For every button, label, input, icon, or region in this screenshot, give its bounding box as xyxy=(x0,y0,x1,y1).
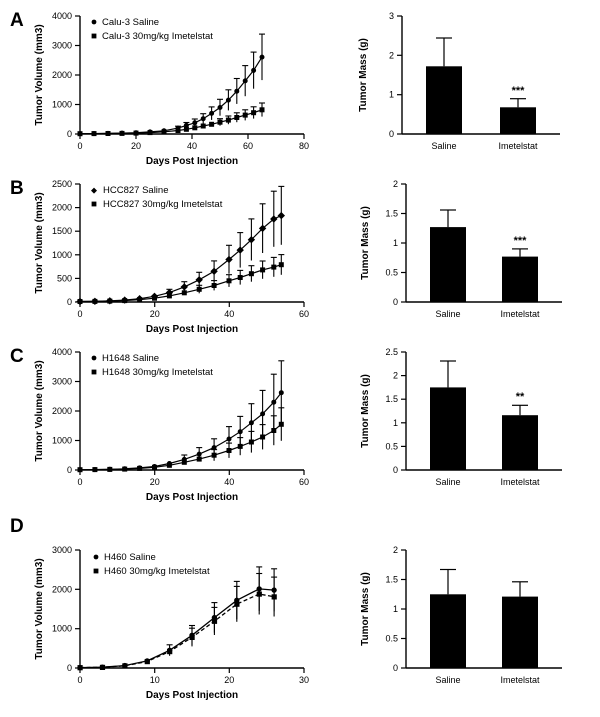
ytick-dmass-2: 1 xyxy=(392,604,398,614)
sig-c: ** xyxy=(515,391,525,403)
legend-b xyxy=(91,185,223,210)
ytick-bmass-4: 2 xyxy=(392,179,398,189)
ytick-d-1: 1000 xyxy=(51,623,72,634)
series-d-imetelstat xyxy=(78,574,277,670)
xcat-a-1: Imetelstat xyxy=(498,141,538,151)
ytick-c-3: 3000 xyxy=(51,376,72,387)
sig-b: *** xyxy=(513,235,527,247)
ylabel-d-mass: Tumor Mass (g) xyxy=(360,572,371,646)
ytick-b-0: 0 xyxy=(66,297,72,307)
ylabel-a: Tumor Volume (mm3) xyxy=(34,24,45,126)
ytick-bmass-3: 1.5 xyxy=(385,208,398,219)
ylabel-b: Tumor Volume (mm3) xyxy=(34,192,45,294)
ytick-dmass-3: 1.5 xyxy=(385,574,398,585)
panel-d-growth-chart xyxy=(24,538,324,708)
bar-a-imetelstat xyxy=(500,107,536,134)
ytick-cmass-1: 0.5 xyxy=(385,441,398,452)
legend-c-item-0: H1648 Saline xyxy=(102,353,160,364)
ytick-d-0: 0 xyxy=(66,663,72,673)
xcat-b-1: Imetelstat xyxy=(500,309,540,319)
ytick-bmass-0: 0 xyxy=(392,297,398,307)
panel-a-mass-svg xyxy=(350,6,590,171)
panel-b-mass-svg xyxy=(350,174,590,339)
ytick-d-2: 2000 xyxy=(51,584,72,595)
ytick-cmass-3: 1.5 xyxy=(385,394,398,405)
ytick-a-0: 0 xyxy=(66,129,72,139)
series-c-imetelstat xyxy=(78,408,284,472)
xtick-a-3: 60 xyxy=(242,141,254,151)
panel-d-growth-svg xyxy=(24,538,324,708)
sig-a: *** xyxy=(511,85,525,97)
bar-b-saline xyxy=(430,227,466,302)
ytick-dmass-0: 0 xyxy=(392,663,398,673)
panel-c-mass-svg xyxy=(350,342,590,507)
bar-d-saline xyxy=(430,594,466,668)
legend-a-item-1: Calu-3 30mg/kg Imetelstat xyxy=(102,31,213,42)
ytick-b-2: 1000 xyxy=(51,249,72,260)
legend-a xyxy=(92,17,214,42)
ytick-b-4: 2000 xyxy=(51,202,72,213)
ytick-cmass-5: 2.5 xyxy=(385,347,398,357)
xcat-d-0: Saline xyxy=(435,675,461,685)
xtick-a-1: 20 xyxy=(130,141,142,151)
legend-c xyxy=(92,353,214,378)
xtick-b-3: 60 xyxy=(298,309,310,319)
ytick-cmass-2: 1 xyxy=(392,417,398,428)
panel-b-mass-chart xyxy=(350,174,590,339)
legend-a-item-0: Calu-3 Saline xyxy=(102,17,160,28)
panel-b-growth-svg xyxy=(24,174,324,339)
ytick-amass-2: 2 xyxy=(388,50,394,61)
series-d-saline xyxy=(78,567,277,670)
ytick-a-4: 4000 xyxy=(51,11,72,21)
ytick-b-5: 2500 xyxy=(51,179,72,189)
xtick-c-1: 20 xyxy=(149,477,160,487)
ylabel-a-mass: Tumor Mass (g) xyxy=(358,38,369,112)
xtick-c-3: 60 xyxy=(298,477,310,487)
ytick-cmass-4: 2 xyxy=(392,370,398,381)
ytick-a-2: 2000 xyxy=(51,70,72,80)
ylabel-d: Tumor Volume (mm3) xyxy=(34,558,45,660)
plot-area xyxy=(34,11,309,167)
ylabel-c-mass: Tumor Mass (g) xyxy=(360,374,371,448)
panel-c-growth-svg xyxy=(24,342,324,507)
bar-c-imetelstat xyxy=(502,415,538,470)
ylabel-c: Tumor Volume (mm3) xyxy=(34,360,45,462)
xcat-b-0: Saline xyxy=(435,309,461,319)
ytick-bmass-2: 1 xyxy=(392,238,398,248)
panel-c-growth-chart xyxy=(24,342,324,507)
xtick-a-2: 40 xyxy=(186,141,198,151)
xcat-c-1: Imetelstat xyxy=(500,477,540,487)
legend-d xyxy=(94,552,210,577)
xtick-d-1: 10 xyxy=(149,675,160,685)
legend-d-item-0: H460 Saline xyxy=(104,552,156,563)
bar-b-imetelstat xyxy=(502,257,538,302)
xtick-c-0: 0 xyxy=(77,477,83,487)
xlabel-d: Days Post Injection xyxy=(145,690,239,701)
xtick-d-3: 30 xyxy=(298,675,310,685)
panel-a-growth-svg xyxy=(24,6,324,171)
panel-letter-a: A xyxy=(10,10,24,31)
panel-letter-c: C xyxy=(10,346,24,367)
legend-b-item-1: HCC827 30mg/kg Imetelstat xyxy=(103,199,223,210)
ytick-b-1: 500 xyxy=(56,273,72,284)
xcat-a-0: Saline xyxy=(431,141,457,151)
series-a-imetelstat xyxy=(78,103,265,136)
xlabel-c: Days Post Injection xyxy=(145,492,239,503)
panel-d-mass-chart xyxy=(350,538,590,708)
ytick-dmass-1: 0.5 xyxy=(385,633,398,644)
ytick-c-0: 0 xyxy=(66,465,72,475)
ytick-cmass-0: 0 xyxy=(392,465,398,475)
ytick-amass-0: 0 xyxy=(388,129,394,139)
ytick-amass-3: 3 xyxy=(388,11,394,21)
xlabel-b: Days Post Injection xyxy=(145,324,239,335)
bar-a-saline xyxy=(426,66,462,134)
panel-letter-d: D xyxy=(10,516,24,537)
xtick-b-1: 20 xyxy=(149,309,160,319)
legend-d-item-1: H460 30mg/kg Imetelstat xyxy=(104,566,210,577)
xcat-d-1: Imetelstat xyxy=(500,675,540,685)
xcat-c-0: Saline xyxy=(435,477,461,487)
ytick-a-3: 3000 xyxy=(51,40,72,51)
ytick-a-1: 1000 xyxy=(51,99,72,110)
bar-d-imetelstat xyxy=(502,597,538,668)
ytick-d-3: 3000 xyxy=(51,545,72,555)
xtick-a-0: 0 xyxy=(77,141,83,151)
xtick-d-0: 0 xyxy=(77,675,83,685)
panel-a-growth-chart xyxy=(24,6,324,171)
xtick-b-0: 0 xyxy=(77,309,83,319)
xlabel-a: Days Post Injection xyxy=(145,156,239,167)
bar-c-saline xyxy=(430,387,466,470)
ylabel-b-mass: Tumor Mass (g) xyxy=(360,206,371,280)
ytick-c-2: 2000 xyxy=(51,406,72,416)
ytick-c-1: 1000 xyxy=(51,435,72,446)
ytick-dmass-4: 2 xyxy=(392,545,398,555)
xtick-b-2: 40 xyxy=(224,309,235,319)
xtick-a-4: 80 xyxy=(298,141,310,151)
ytick-c-4: 4000 xyxy=(51,347,72,357)
panel-a-mass-chart xyxy=(350,6,590,171)
panel-d-mass-svg xyxy=(350,538,590,708)
legend-b-item-0: HCC827 Saline xyxy=(103,185,169,196)
panel-letter-b: B xyxy=(10,178,24,199)
legend-c-item-1: H1648 30mg/kg Imetelstat xyxy=(102,367,213,378)
panel-c-mass-chart xyxy=(350,342,590,507)
ytick-bmass-1: 0.5 xyxy=(385,267,398,278)
panel-b-growth-chart xyxy=(24,174,324,339)
xtick-c-2: 40 xyxy=(224,477,235,487)
xtick-d-2: 20 xyxy=(224,675,235,685)
ytick-amass-1: 1 xyxy=(388,89,394,100)
series-b-imetelstat xyxy=(78,255,284,304)
ytick-b-3: 1500 xyxy=(51,226,72,237)
